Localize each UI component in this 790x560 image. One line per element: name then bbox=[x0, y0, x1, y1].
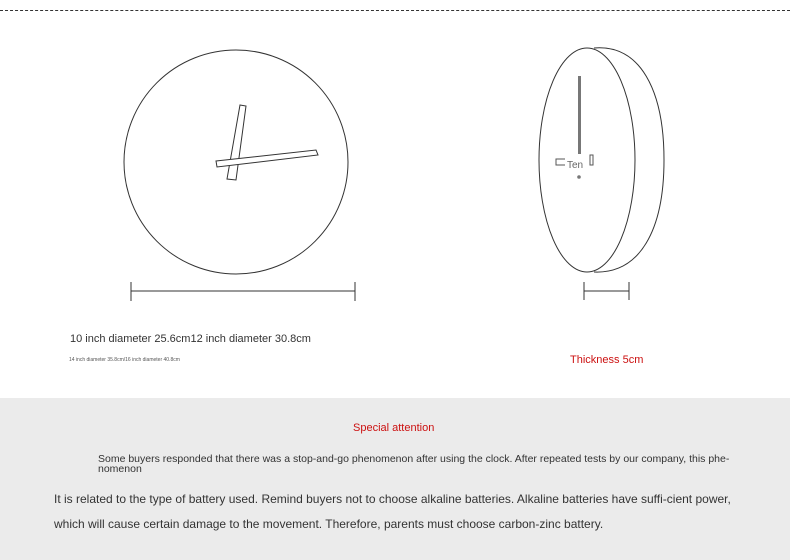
side-clock-label: Ten bbox=[567, 160, 584, 171]
side-minute-hand bbox=[578, 76, 581, 154]
notice-paragraph-2: It is related to the type of battery used. Remind buyers not to choose alkaline batteries. Alkaline batteries have suffi-cient power, which will cause certain damage to the movement. Therefore, parents must choose carbon-zinc battery. bbox=[54, 492, 731, 531]
clock-face-side bbox=[539, 48, 635, 272]
hour-hand bbox=[227, 105, 246, 180]
notice-title: Special attention bbox=[353, 422, 435, 434]
clock-front-view bbox=[124, 50, 348, 274]
notice-paragraph-1: Some buyers responded that there was a stop-and-go phenomenon after using the clock. After repeated tests by our company, this phe-nomenon bbox=[98, 453, 730, 475]
diameter-text-main: 10 inch diameter 25.6cm12 inch diameter 30.8cm bbox=[70, 333, 311, 345]
diameter-text-small: 14 inch diameter 35.8cm/16 inch diameter 40.8cm bbox=[69, 357, 180, 363]
clock-side-view bbox=[539, 48, 664, 272]
diameter-dimension-line bbox=[131, 282, 355, 301]
thickness-dimension-line bbox=[584, 282, 629, 300]
side-center-dot bbox=[577, 175, 581, 179]
thickness-text: Thickness 5cm bbox=[570, 354, 644, 366]
